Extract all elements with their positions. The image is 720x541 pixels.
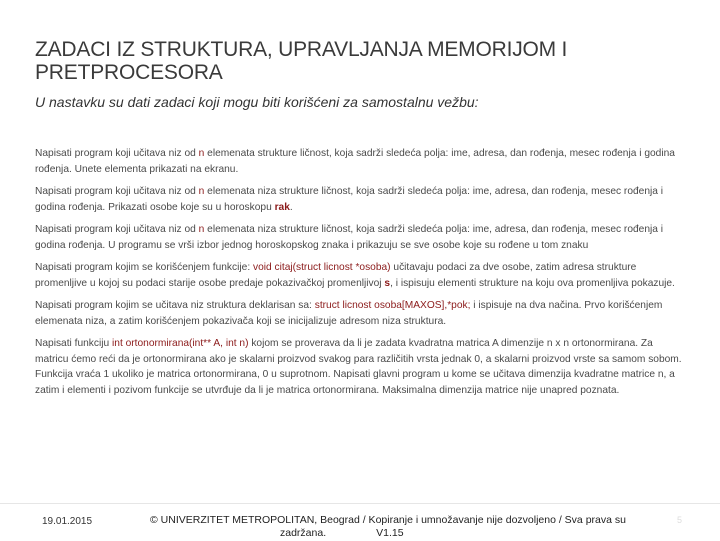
highlight-declaration: struct licnost osoba[MAXOS],*pok; — [314, 300, 471, 311]
highlight-rak: rak — [274, 201, 290, 213]
highlight-function: void citaj(struct licnost *osoba) — [252, 262, 391, 273]
task-item: Napisati funkciju int ortonormirana(int** A, int n) kojom se proverava da li je zadata kvadratna matrica A dimenzije n x n ortonormirana. Za matricu ćemo reći da je ortonormirana ako je skalarni proizvod svakog para različitih vrsta jednak 0, a skalarni proizvod vrste sa samom sobom. Funkcija vraća 1 ukoliko je matrica ortonormirana, 0 u suprotnom. Napisati glavni program u kome se učitava dimenzija kvadratne matrice n, a zatim i elementi i pozivom funkcije se utvrđuje da li je matrica ortonormirana. Maksimalna dimenzija matrice nije unapred poznata. — [35, 338, 682, 396]
highlight-n: n — [198, 186, 205, 197]
slide-title: ZADACI IZ STRUKTURA, UPRAVLJANJA MEMORIJOM I PRETPROCESORA — [35, 38, 568, 84]
footer-date: 19.01.2015 — [42, 516, 93, 527]
highlight-n: n — [198, 224, 205, 235]
footer-copyright — [150, 514, 680, 540]
footer-version: V1.15 — [376, 527, 404, 539]
slide-subtitle: U nastavku su dati zadaci koji mogu biti korišćeni za samostalnu vežbu: — [35, 94, 479, 110]
copyright-line-2: zadržana. — [280, 527, 327, 539]
highlight-function: int ortonormirana(int** A, int n) — [112, 338, 249, 349]
highlight-s: s — [384, 277, 391, 289]
task-item: Napisati program koji učitava niz od n elemenata strukture ličnost, koja sadrži sledeća polja: ime, adresa, dan rođenja, mesec rođenja i godina rođenja. Unete elementa prikazati na ekranu. — [35, 148, 675, 175]
task-list — [35, 146, 685, 405]
copyright-line-1: © UNIVERZITET METROPOLITAN, Beograd / Kopiranje i umnožavanje nije dozvoljeno / Sva prava su — [150, 514, 626, 526]
page-number: 5 — [676, 515, 682, 525]
task-item: Napisati program kojim se korišćenjem funkcije: void citaj(struct licnost *osoba) učitavaju podaci za dve osobe, zatim adresa strukture promenljive u kojoj su podaci starije osobe predaje pokazivačkoj promenljivoj s, i ispisuju elementi strukture na koju ova promenljiva pokazuje. — [35, 262, 675, 289]
slide-footer — [0, 503, 720, 541]
task-item: Napisati program koji učitava niz od n elemenata niza strukture ličnost, koja sadrži sledeća polja: ime, adresa, dan rođenja, mesec rođenja i godina rođenja. U programu se vrši izbor jednog horoskopskog znaka i prikazuju se sve osobe koje su rođene u tom znaku — [35, 224, 664, 251]
task-item: Napisati program koji učitava niz od n elemenata niza strukture ličnost, koja sadrži sledeća polja: ime, adresa, dan rođenja, mesec rođenja i godina rođenja. Prikazati osobe koje su u horoskopu rak. — [35, 186, 664, 213]
task-item: Napisati program kojim se učitava niz struktura deklarisan sa: struct licnost osoba[MAXOS],*pok; i ispisuje na dva načina. Prvo korišćenjem elemenata niza, a zatim korišćenjem pokazivača koji se inicijalizuje adresom niza struktura. — [35, 300, 663, 327]
highlight-n: n — [198, 148, 205, 159]
